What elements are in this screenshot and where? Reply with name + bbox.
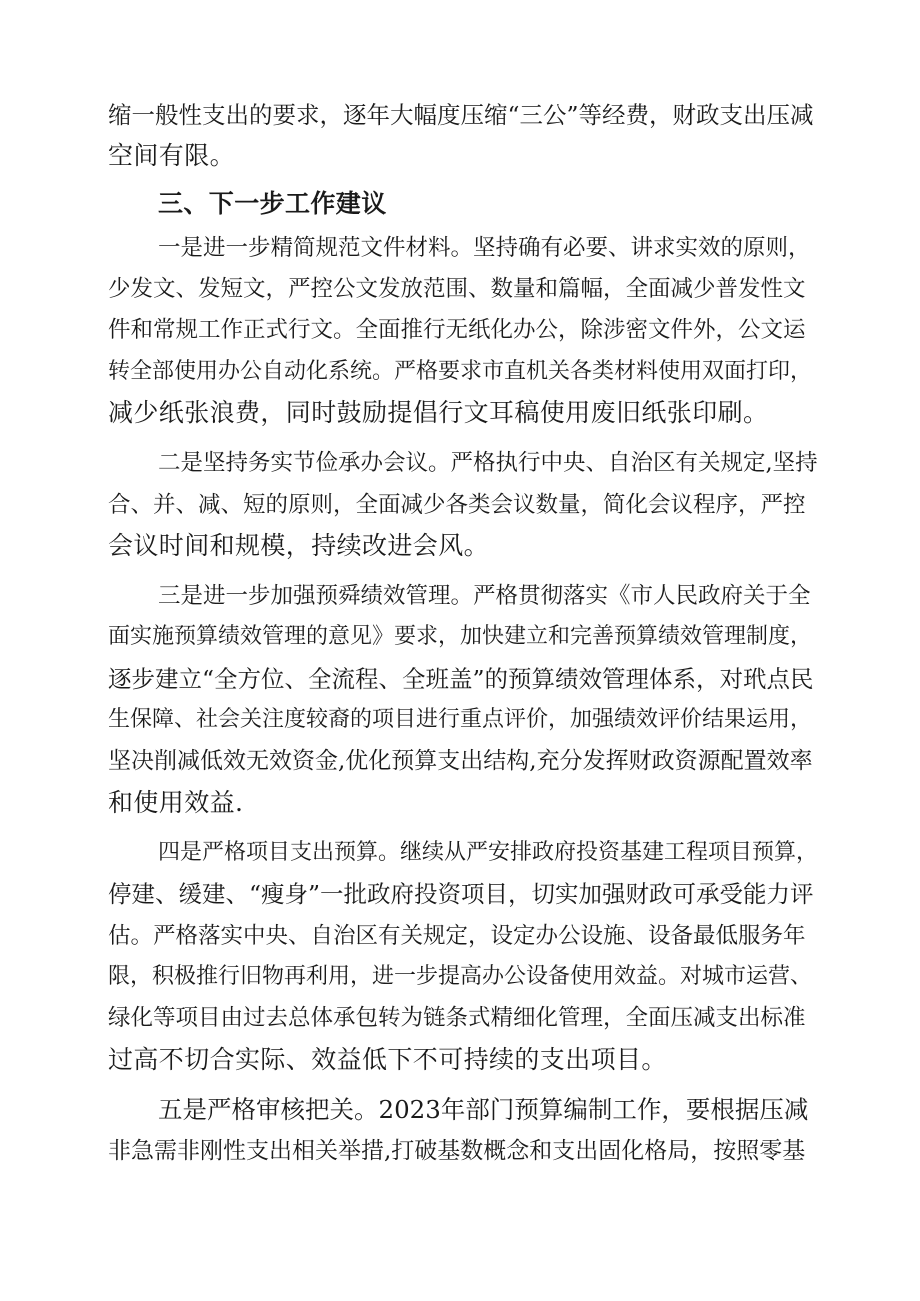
text-line: 空间有限。 [108,141,236,170]
text-line: 绿化等项目由过去总体承包转为链条式精细化管理，全面压减支出标准 [108,1005,806,1031]
text-line: 坚决削减低效无效资金,优化预算支出结构,充分发挥财政资源配置效率 [108,748,813,774]
section-heading: 三、下一步工作建议 [158,189,387,218]
text-line: 合、并、减、短的原则，全面减少各类会议数量，简化会议程序，严控 [108,492,806,518]
text-line: 一是进一步精简规范文件材料。坚持确有必要、讲求实效的原则， [158,235,811,261]
text-line: 估。严格落实中央、自治区有关规定，设定办公设施、设备最低服务年 [108,923,806,949]
text-line: 停建、缓建、“瘦身”一批政府投资项目，切实加强财政可承受能力评 [108,880,814,908]
text-line: 面实施预算绩效管理的意见》要求，加快建立和完善预算绩效管理制度， [108,624,813,649]
text-line: 非急需非刚性支出相关举措,打破基数概念和支出固化格局，按照零基 [108,1138,806,1164]
text-line: 件和常规工作正式行文。全面推行无纸化办公，除涉密文件外，公文运 [108,317,806,343]
text-line: 会议时间和规模，持续改进会风。 [108,531,490,560]
text-line: 生保障、社会关注度较裔的项目进行重点评价，加强绩效评价结果运用， [108,707,813,732]
text-line: 减少纸张浪费，同时鼓励提倡行文耳稿使用废旧纸张印刷。 [108,398,769,427]
text-line: 限，积极推行旧物再利用，进一步提高办公设备使用效益。对城市运营、 [108,964,813,989]
text-line: 三是进一步加强预舜绩效管理。严格贯彻落实《市人民政府关于全 [158,583,811,609]
text-line: 缩一般性支出的要求，逐年大幅度压缩“三公”等经费，财政支出压减 [108,101,814,129]
text-line: 二是坚持务实节俭承办会议。严格执行中央、自治区有关规定,坚持 [158,450,818,476]
text-line: 少发文、发短文，严控公文发放范围、数量和篇幅，全面减少普发性文 [108,276,806,302]
text-line: 过高不切合实际、效益低下不可持续的支出项目。 [108,1045,667,1074]
text-line: 四是严格项目支出预算。继续从严安排政府投资基建工程项目预算， [158,840,819,865]
text-line: 和使用效益. [108,788,244,817]
text-line: 逐步建立“全方位、全流程、全班盖”的预算绩效管理体系，对玳点民 [108,665,814,693]
text-line: 五是严格审核把关。2023年部门预算编制工作，要根据压减 [158,1095,809,1124]
text-line: 转全部使用办公自动化系统。严格要求市直机关各类材料使用双面打印， [108,359,813,384]
